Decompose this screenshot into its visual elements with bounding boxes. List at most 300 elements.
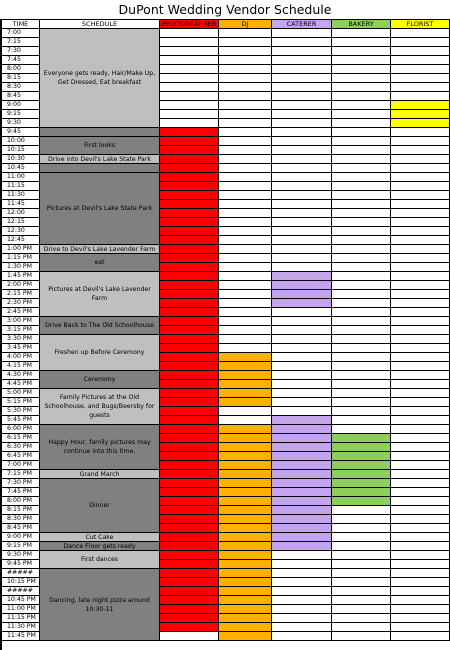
vendor-cell[interactable] bbox=[332, 110, 391, 119]
vendor-cell[interactable] bbox=[391, 317, 450, 326]
vendor-cell[interactable] bbox=[219, 83, 272, 92]
vendor-cell[interactable] bbox=[160, 56, 219, 65]
vendor-block-dj bbox=[219, 533, 272, 542]
vendor-cell[interactable] bbox=[272, 209, 332, 218]
vendor-cell[interactable] bbox=[332, 335, 391, 344]
vendor-cell[interactable] bbox=[332, 605, 391, 614]
vendor-block-photographer bbox=[160, 317, 219, 326]
vendor-cell[interactable] bbox=[332, 578, 391, 587]
vendor-cell[interactable] bbox=[391, 83, 450, 92]
vendor-cell[interactable] bbox=[391, 623, 450, 632]
vendor-block-dj bbox=[219, 569, 272, 578]
vendor-cell[interactable] bbox=[272, 578, 332, 587]
vendor-cell[interactable] bbox=[391, 38, 450, 47]
vendor-cell[interactable] bbox=[272, 389, 332, 398]
vendor-block-dj bbox=[219, 515, 272, 524]
vendor-block-photographer bbox=[160, 416, 219, 425]
vendor-block-photographer bbox=[160, 344, 219, 353]
time-cell: 10:45 PM bbox=[2, 596, 40, 605]
vendor-cell[interactable] bbox=[391, 344, 450, 353]
vendor-cell[interactable] bbox=[332, 353, 391, 362]
time-cell: 3:45 PM bbox=[2, 344, 40, 353]
vendor-block-photographer bbox=[160, 479, 219, 488]
vendor-block-dj bbox=[219, 614, 272, 623]
vendor-cell[interactable] bbox=[219, 281, 272, 290]
vendor-cell[interactable] bbox=[272, 164, 332, 173]
vendor-cell[interactable] bbox=[272, 551, 332, 560]
vendor-cell[interactable] bbox=[272, 569, 332, 578]
vendor-cell[interactable] bbox=[332, 92, 391, 101]
vendor-cell[interactable] bbox=[160, 92, 219, 101]
vendor-cell[interactable] bbox=[332, 371, 391, 380]
vendor-cell[interactable] bbox=[391, 389, 450, 398]
vendor-block-photographer bbox=[160, 605, 219, 614]
vendor-cell[interactable] bbox=[332, 164, 391, 173]
vendor-cell[interactable] bbox=[219, 299, 272, 308]
vendor-cell[interactable] bbox=[391, 218, 450, 227]
vendor-block-photographer bbox=[160, 146, 219, 155]
vendor-block-photographer bbox=[160, 614, 219, 623]
vendor-cell[interactable] bbox=[219, 101, 272, 110]
vendor-block-dj bbox=[219, 506, 272, 515]
vendor-block-photographer bbox=[160, 371, 219, 380]
time-cell: 9:30 bbox=[2, 119, 40, 128]
vendor-cell[interactable] bbox=[272, 362, 332, 371]
vendor-cell[interactable] bbox=[332, 29, 391, 38]
vendor-cell[interactable] bbox=[332, 632, 391, 641]
vendor-cell[interactable] bbox=[332, 254, 391, 263]
vendor-cell[interactable] bbox=[332, 155, 391, 164]
vendor-cell[interactable] bbox=[272, 236, 332, 245]
vendor-cell[interactable] bbox=[160, 47, 219, 56]
vendor-cell[interactable] bbox=[391, 308, 450, 317]
vendor-cell[interactable] bbox=[332, 272, 391, 281]
vendor-cell[interactable] bbox=[160, 119, 219, 128]
vendor-cell[interactable] bbox=[272, 398, 332, 407]
time-cell: 7:30 bbox=[2, 47, 40, 56]
vendor-cell[interactable] bbox=[332, 200, 391, 209]
vendor-block-photographer bbox=[160, 236, 219, 245]
vendor-cell[interactable] bbox=[272, 191, 332, 200]
time-cell: 10:30 bbox=[2, 155, 40, 164]
vendor-cell[interactable] bbox=[272, 632, 332, 641]
vendor-cell[interactable] bbox=[391, 371, 450, 380]
vendor-cell[interactable] bbox=[391, 236, 450, 245]
vendor-cell[interactable] bbox=[272, 38, 332, 47]
vendor-cell[interactable] bbox=[219, 236, 272, 245]
vendor-cell[interactable] bbox=[332, 569, 391, 578]
vendor-cell[interactable] bbox=[160, 65, 219, 74]
vendor-block-photographer bbox=[160, 425, 219, 434]
vendor-cell[interactable] bbox=[272, 335, 332, 344]
vendor-cell[interactable] bbox=[272, 47, 332, 56]
vendor-cell[interactable] bbox=[391, 146, 450, 155]
vendor-cell[interactable] bbox=[391, 353, 450, 362]
vendor-block-photographer bbox=[160, 128, 219, 137]
vendor-cell[interactable] bbox=[272, 83, 332, 92]
vendor-cell[interactable] bbox=[332, 47, 391, 56]
vendor-cell[interactable] bbox=[332, 137, 391, 146]
time-cell: 5:15 PM bbox=[2, 398, 40, 407]
vendor-cell[interactable] bbox=[391, 578, 450, 587]
schedule-filler bbox=[40, 164, 160, 173]
vendor-block-dj bbox=[219, 371, 272, 380]
schedule-event: Happy Hour, family pictures may continue into this time. bbox=[40, 425, 160, 470]
vendor-cell[interactable] bbox=[391, 227, 450, 236]
vendor-block-caterer bbox=[272, 434, 332, 443]
vendor-cell[interactable] bbox=[391, 92, 450, 101]
vendor-cell[interactable] bbox=[272, 155, 332, 164]
vendor-cell[interactable] bbox=[332, 416, 391, 425]
vendor-block-photographer bbox=[160, 254, 219, 263]
vendor-cell[interactable] bbox=[391, 56, 450, 65]
vendor-cell[interactable] bbox=[272, 560, 332, 569]
vendor-block-photographer bbox=[160, 353, 219, 362]
vendor-cell[interactable] bbox=[272, 74, 332, 83]
schedule-event: First dances bbox=[40, 551, 160, 569]
vendor-block-florist bbox=[391, 119, 450, 128]
vendor-cell[interactable] bbox=[391, 407, 450, 416]
vendor-cell[interactable] bbox=[272, 596, 332, 605]
schedule-event: Drive into Devil's Lake State Park bbox=[40, 155, 160, 164]
vendor-cell[interactable] bbox=[160, 83, 219, 92]
vendor-block-bakery bbox=[332, 479, 391, 488]
time-cell: 5:00 PM bbox=[2, 389, 40, 398]
vendor-cell[interactable] bbox=[332, 281, 391, 290]
vendor-block-bakery bbox=[332, 443, 391, 452]
vendor-cell[interactable] bbox=[391, 272, 450, 281]
vendor-cell[interactable] bbox=[332, 425, 391, 434]
vendor-cell[interactable] bbox=[391, 452, 450, 461]
vendor-cell[interactable] bbox=[272, 380, 332, 389]
vendor-cell[interactable] bbox=[272, 200, 332, 209]
vendor-cell[interactable] bbox=[332, 560, 391, 569]
vendor-cell[interactable] bbox=[160, 101, 219, 110]
vendor-cell[interactable] bbox=[272, 119, 332, 128]
vendor-cell[interactable] bbox=[219, 245, 272, 254]
vendor-block-photographer bbox=[160, 326, 219, 335]
vendor-cell[interactable] bbox=[219, 254, 272, 263]
vendor-cell[interactable] bbox=[391, 209, 450, 218]
vendor-cell[interactable] bbox=[219, 218, 272, 227]
vendor-cell[interactable] bbox=[272, 29, 332, 38]
vendor-cell[interactable] bbox=[332, 146, 391, 155]
vendor-cell[interactable] bbox=[332, 389, 391, 398]
vendor-cell[interactable] bbox=[272, 110, 332, 119]
vendor-cell[interactable] bbox=[332, 65, 391, 74]
vendor-cell[interactable] bbox=[219, 38, 272, 47]
vendor-cell[interactable] bbox=[391, 416, 450, 425]
vendor-cell[interactable] bbox=[219, 146, 272, 155]
vendor-cell[interactable] bbox=[160, 29, 219, 38]
vendor-cell[interactable] bbox=[332, 362, 391, 371]
time-cell: 2:30 PM bbox=[2, 299, 40, 308]
vendor-cell[interactable] bbox=[332, 326, 391, 335]
vendor-cell[interactable] bbox=[391, 164, 450, 173]
time-cell: 8:45 PM bbox=[2, 524, 40, 533]
vendor-cell[interactable] bbox=[391, 254, 450, 263]
vendor-cell[interactable] bbox=[272, 587, 332, 596]
vendor-cell[interactable] bbox=[391, 245, 450, 254]
vendor-cell[interactable] bbox=[332, 236, 391, 245]
vendor-block-dj bbox=[219, 452, 272, 461]
vendor-cell[interactable] bbox=[332, 398, 391, 407]
vendor-cell[interactable] bbox=[219, 416, 272, 425]
vendor-cell[interactable] bbox=[332, 290, 391, 299]
vendor-cell[interactable] bbox=[272, 326, 332, 335]
vendor-cell[interactable] bbox=[391, 191, 450, 200]
vendor-cell[interactable] bbox=[332, 380, 391, 389]
time-cell: 3:15 PM bbox=[2, 326, 40, 335]
vendor-cell[interactable] bbox=[332, 596, 391, 605]
vendor-cell[interactable] bbox=[272, 407, 332, 416]
vendor-cell[interactable] bbox=[272, 353, 332, 362]
vendor-cell[interactable] bbox=[391, 614, 450, 623]
vendor-cell[interactable] bbox=[160, 38, 219, 47]
vendor-block-dj bbox=[219, 488, 272, 497]
vendor-cell[interactable] bbox=[332, 227, 391, 236]
vendor-cell[interactable] bbox=[391, 182, 450, 191]
vendor-cell[interactable] bbox=[272, 308, 332, 317]
vendor-cell[interactable] bbox=[391, 443, 450, 452]
vendor-cell[interactable] bbox=[332, 407, 391, 416]
vendor-block-dj bbox=[219, 389, 272, 398]
vendor-block-bakery bbox=[332, 470, 391, 479]
vendor-cell[interactable] bbox=[391, 299, 450, 308]
vendor-cell[interactable] bbox=[391, 380, 450, 389]
vendor-cell[interactable] bbox=[391, 461, 450, 470]
vendor-cell[interactable] bbox=[219, 92, 272, 101]
vendor-cell[interactable] bbox=[332, 83, 391, 92]
vendor-cell[interactable] bbox=[272, 614, 332, 623]
vendor-cell[interactable] bbox=[391, 632, 450, 641]
vendor-cell[interactable] bbox=[272, 56, 332, 65]
vendor-cell[interactable] bbox=[219, 128, 272, 137]
vendor-cell[interactable] bbox=[272, 605, 332, 614]
vendor-cell[interactable] bbox=[219, 74, 272, 83]
time-cell: 7:15 bbox=[2, 38, 40, 47]
vendor-cell[interactable] bbox=[219, 200, 272, 209]
vendor-cell[interactable] bbox=[332, 542, 391, 551]
vendor-cell[interactable] bbox=[272, 218, 332, 227]
vendor-cell[interactable] bbox=[332, 587, 391, 596]
vendor-cell[interactable] bbox=[391, 173, 450, 182]
time-cell: ##### bbox=[2, 569, 40, 578]
vendor-cell[interactable] bbox=[272, 371, 332, 380]
vendor-cell[interactable] bbox=[391, 74, 450, 83]
time-cell: 9:45 bbox=[2, 128, 40, 137]
time-cell: 9:30 PM bbox=[2, 551, 40, 560]
vendor-cell[interactable] bbox=[272, 146, 332, 155]
vendor-block-photographer bbox=[160, 245, 219, 254]
vendor-block-photographer bbox=[160, 569, 219, 578]
vendor-block-bakery bbox=[332, 497, 391, 506]
vendor-cell[interactable] bbox=[332, 551, 391, 560]
vendor-cell[interactable] bbox=[391, 137, 450, 146]
vendor-cell[interactable] bbox=[160, 74, 219, 83]
vendor-cell[interactable] bbox=[332, 56, 391, 65]
vendor-block-photographer bbox=[160, 407, 219, 416]
vendor-cell[interactable] bbox=[332, 182, 391, 191]
vendor-block-photographer bbox=[160, 434, 219, 443]
vendor-cell[interactable] bbox=[391, 200, 450, 209]
vendor-cell[interactable] bbox=[219, 272, 272, 281]
vendor-cell[interactable] bbox=[219, 56, 272, 65]
vendor-cell[interactable] bbox=[272, 227, 332, 236]
vendor-cell[interactable] bbox=[391, 263, 450, 272]
vendor-cell[interactable] bbox=[332, 209, 391, 218]
vendor-cell[interactable] bbox=[219, 137, 272, 146]
vendor-cell[interactable] bbox=[219, 308, 272, 317]
vendor-cell[interactable] bbox=[391, 524, 450, 533]
vendor-cell[interactable] bbox=[332, 299, 391, 308]
vendor-cell[interactable] bbox=[272, 182, 332, 191]
vendor-cell[interactable] bbox=[219, 326, 272, 335]
time-cell: 10:15 bbox=[2, 146, 40, 155]
vendor-block-photographer bbox=[160, 191, 219, 200]
vendor-cell[interactable] bbox=[391, 326, 450, 335]
vendor-cell[interactable] bbox=[391, 335, 450, 344]
vendor-cell[interactable] bbox=[219, 65, 272, 74]
time-cell: 10:15 PM bbox=[2, 578, 40, 587]
time-cell: 11:00 bbox=[2, 173, 40, 182]
vendor-cell[interactable] bbox=[332, 191, 391, 200]
vendor-cell[interactable] bbox=[332, 308, 391, 317]
vendor-cell[interactable] bbox=[272, 101, 332, 110]
vendor-cell[interactable] bbox=[332, 623, 391, 632]
time-cell: 1:15 PM bbox=[2, 254, 40, 263]
vendor-cell[interactable] bbox=[160, 110, 219, 119]
vendor-cell[interactable] bbox=[391, 128, 450, 137]
vendor-cell[interactable] bbox=[219, 407, 272, 416]
vendor-cell[interactable] bbox=[219, 209, 272, 218]
vendor-cell[interactable] bbox=[219, 164, 272, 173]
vendor-cell[interactable] bbox=[391, 515, 450, 524]
vendor-cell[interactable] bbox=[272, 128, 332, 137]
vendor-cell[interactable] bbox=[332, 119, 391, 128]
vendor-cell[interactable] bbox=[272, 254, 332, 263]
vendor-cell[interactable] bbox=[219, 290, 272, 299]
vendor-cell[interactable] bbox=[272, 623, 332, 632]
time-cell: 3:00 PM bbox=[2, 317, 40, 326]
vendor-cell[interactable] bbox=[391, 65, 450, 74]
vendor-cell[interactable] bbox=[219, 335, 272, 344]
vendor-cell[interactable] bbox=[391, 434, 450, 443]
time-cell: 7:45 PM bbox=[2, 488, 40, 497]
vendor-cell[interactable] bbox=[391, 506, 450, 515]
vendor-cell[interactable] bbox=[160, 632, 219, 641]
vendor-cell[interactable] bbox=[219, 119, 272, 128]
vendor-cell[interactable] bbox=[391, 497, 450, 506]
vendor-cell[interactable] bbox=[332, 245, 391, 254]
vendor-cell[interactable] bbox=[391, 488, 450, 497]
vendor-cell[interactable] bbox=[272, 137, 332, 146]
vendor-block-photographer bbox=[160, 290, 219, 299]
time-cell: 12:30 bbox=[2, 227, 40, 236]
vendor-block-photographer bbox=[160, 263, 219, 272]
vendor-cell[interactable] bbox=[219, 29, 272, 38]
time-cell: 5:30 PM bbox=[2, 407, 40, 416]
vendor-cell[interactable] bbox=[332, 317, 391, 326]
vendor-cell[interactable] bbox=[219, 191, 272, 200]
vendor-cell[interactable] bbox=[219, 182, 272, 191]
time-cell: 4:45 PM bbox=[2, 380, 40, 389]
vendor-cell[interactable] bbox=[219, 47, 272, 56]
vendor-block-bakery bbox=[332, 434, 391, 443]
vendor-cell[interactable] bbox=[219, 317, 272, 326]
vendor-cell[interactable] bbox=[332, 173, 391, 182]
vendor-cell[interactable] bbox=[332, 524, 391, 533]
vendor-cell[interactable] bbox=[391, 470, 450, 479]
vendor-cell[interactable] bbox=[391, 569, 450, 578]
schedule-event: First looks bbox=[40, 137, 160, 155]
time-cell: 1:30 PM bbox=[2, 263, 40, 272]
vendor-cell[interactable] bbox=[272, 317, 332, 326]
vendor-cell[interactable] bbox=[332, 101, 391, 110]
vendor-cell[interactable] bbox=[332, 344, 391, 353]
vendor-cell[interactable] bbox=[219, 110, 272, 119]
vendor-cell[interactable] bbox=[332, 515, 391, 524]
vendor-cell[interactable] bbox=[332, 263, 391, 272]
vendor-cell[interactable] bbox=[332, 38, 391, 47]
vendor-cell[interactable] bbox=[391, 587, 450, 596]
vendor-cell[interactable] bbox=[391, 362, 450, 371]
time-cell: 6:30 PM bbox=[2, 443, 40, 452]
vendor-cell[interactable] bbox=[391, 398, 450, 407]
vendor-cell[interactable] bbox=[332, 614, 391, 623]
vendor-cell[interactable] bbox=[332, 506, 391, 515]
vendor-cell[interactable] bbox=[391, 47, 450, 56]
vendor-cell[interactable] bbox=[272, 173, 332, 182]
time-cell: 7:30 PM bbox=[2, 479, 40, 488]
vendor-cell[interactable] bbox=[391, 605, 450, 614]
vendor-cell[interactable] bbox=[219, 263, 272, 272]
vendor-cell[interactable] bbox=[272, 263, 332, 272]
vendor-block-dj bbox=[219, 398, 272, 407]
vendor-cell[interactable] bbox=[272, 65, 332, 74]
vendor-cell[interactable] bbox=[332, 74, 391, 83]
vendor-cell[interactable] bbox=[391, 290, 450, 299]
vendor-block-photographer bbox=[160, 155, 219, 164]
vendor-cell[interactable] bbox=[272, 344, 332, 353]
vendor-cell[interactable] bbox=[219, 155, 272, 164]
vendor-cell[interactable] bbox=[391, 479, 450, 488]
vendor-cell[interactable] bbox=[272, 92, 332, 101]
vendor-cell[interactable] bbox=[391, 560, 450, 569]
vendor-cell[interactable] bbox=[219, 227, 272, 236]
time-cell: 7:15 PM bbox=[2, 470, 40, 479]
vendor-cell[interactable] bbox=[332, 533, 391, 542]
vendor-cell[interactable] bbox=[391, 533, 450, 542]
vendor-cell[interactable] bbox=[332, 218, 391, 227]
vendor-cell[interactable] bbox=[391, 551, 450, 560]
vendor-cell[interactable] bbox=[391, 542, 450, 551]
time-cell: 11:15 bbox=[2, 182, 40, 191]
vendor-cell[interactable] bbox=[272, 245, 332, 254]
vendor-cell[interactable] bbox=[391, 281, 450, 290]
vendor-cell[interactable] bbox=[391, 29, 450, 38]
vendor-cell[interactable] bbox=[391, 155, 450, 164]
vendor-cell[interactable] bbox=[391, 596, 450, 605]
vendor-cell[interactable] bbox=[391, 425, 450, 434]
vendor-block-dj bbox=[219, 362, 272, 371]
vendor-cell[interactable] bbox=[219, 173, 272, 182]
schedule-filler bbox=[40, 128, 160, 137]
vendor-block-photographer bbox=[160, 578, 219, 587]
vendor-cell[interactable] bbox=[219, 344, 272, 353]
vendor-block-caterer bbox=[272, 299, 332, 308]
vendor-cell[interactable] bbox=[332, 128, 391, 137]
